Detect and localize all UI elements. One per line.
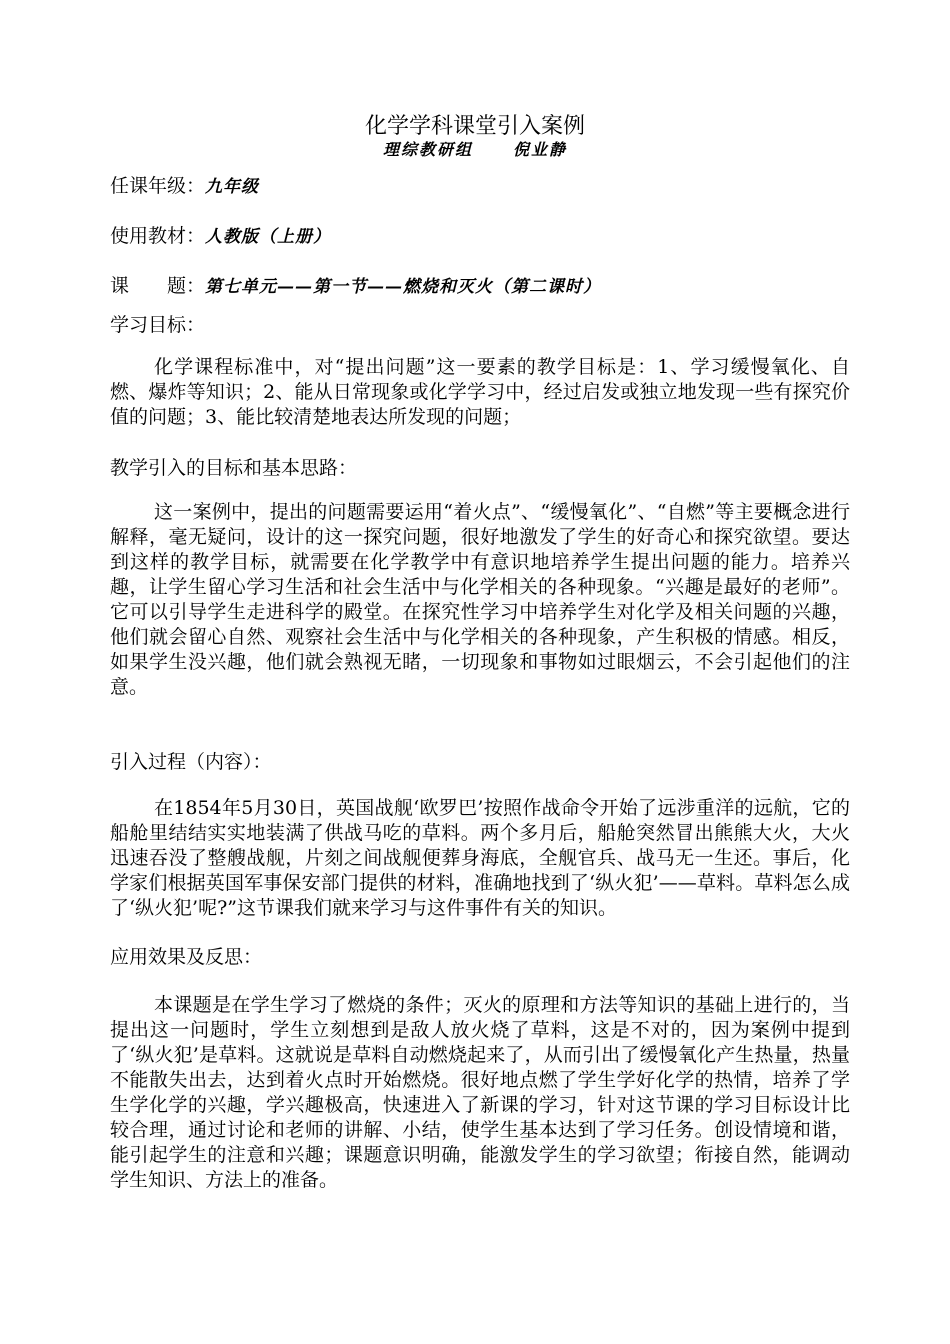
field-topic — [110, 273, 850, 300]
field-grade-value: 九年级 — [205, 177, 260, 197]
document-subtitle — [0, 140, 950, 160]
field-textbook-value: 人教版（上册） — [205, 227, 332, 247]
document-title: 化学学科课堂引入案例 — [364, 114, 585, 139]
section-heading-intro-goals: 教学引入的目标和基本思路： — [110, 457, 358, 479]
field-grade-label: 任课年级： — [110, 175, 206, 197]
section-body-learning-goals: 化学课程标准中，对“提出问题”这一要素的教学目标是：1、学习缓慢氧化、自燃、爆炸等知识；2、能从日常现象或化学学习中，经过启发或独立地发现一些有探究价值的问题；3、能比较清楚地表达所发现的问题； — [110, 356, 850, 428]
section-body-intro-process: 在1854年5月30日，英国战舰‘欧罗巴’按照作战命令开始了远涉重洋的远航，它的船舱里结结实实地装满了供战马吃的草料。两个多月后，船舱突然冒出熊熊大火，大火迅速吞没了整艘战舰，片刻之间战舰便葬身海底，全舰官兵、战马无一生还。事后，化学家们根据英国军事保安部门提供的材料，准确地找到了‘纵火犯’——草料。草料怎么成了‘纵火犯’呢?”这节课我们就来学习与这件事件有关的知识。 — [110, 797, 850, 919]
author-name: 倪业静 — [513, 140, 568, 159]
field-topic-label: 课 题： — [110, 275, 206, 297]
section-heading-reflection: 应用效果及反思： — [110, 946, 263, 968]
teaching-group: 理综教研组 — [382, 140, 473, 159]
field-textbook-label: 使用教材： — [110, 225, 206, 247]
field-topic-value: 第七单元——第一节——燃烧和灭火（第二课时） — [205, 277, 602, 297]
section-heading-intro-process: 引入过程（内容）： — [110, 751, 272, 773]
section-body-intro-goals: 这一案例中，提出的问题需要运用“着火点”、“缓慢氧化”、“自燃”等主要概念进行解释，毫无疑问，设计的这一探究问题，很好地激发了学生的好奇心和探究欲望。要达到这样的教学目标，就需要在化学教学中有意识地培养学生提出问题的能力。培养兴趣，让学生留心学习生活和社会生活中与化学相关的各种现象。“兴趣是最好的老师”。它可以引导学生走进科学的殿堂。在探究性学习中培养学生对化学及相关问题的兴趣，他们就会留心自然、观察社会生活中与化学相关的各种现象，产生积极的情感。相反，如果学生没兴趣，他们就会熟视无睹，一切现象和事物如过眼烟云，不会引起他们的注意。 — [110, 501, 850, 698]
field-textbook — [110, 223, 850, 250]
field-grade — [110, 173, 850, 200]
section-heading-learning-goals: 学习目标： — [110, 314, 206, 336]
section-body-reflection: 本课题是在学生学习了燃烧的条件；灭火的原理和方法等知识的基础上进行的，当提出这一问题时，学生立刻想到是敌人放火烧了草料，这是不对的，因为案例中提到了‘纵火犯’是草料。这就说是草料自动燃烧起来了，从而引出了缓慢氧化产生热量，热量不能散失出去，达到着火点时开始燃烧。很好地点燃了学生学好化学的热情，培养了学生学化学的兴趣，学兴趣极高，快速进入了新课的学习，针对这节课的学习目标设计比较合理，通过讨论和老师的讲解、小结，使学生基本达到了学习任务。创设情境和谐，能引起学生的注意和兴趣；课题意识明确，能激发学生的学习欲望；衔接自然，能调动学生知识、方法上的准备。 — [110, 994, 850, 1191]
